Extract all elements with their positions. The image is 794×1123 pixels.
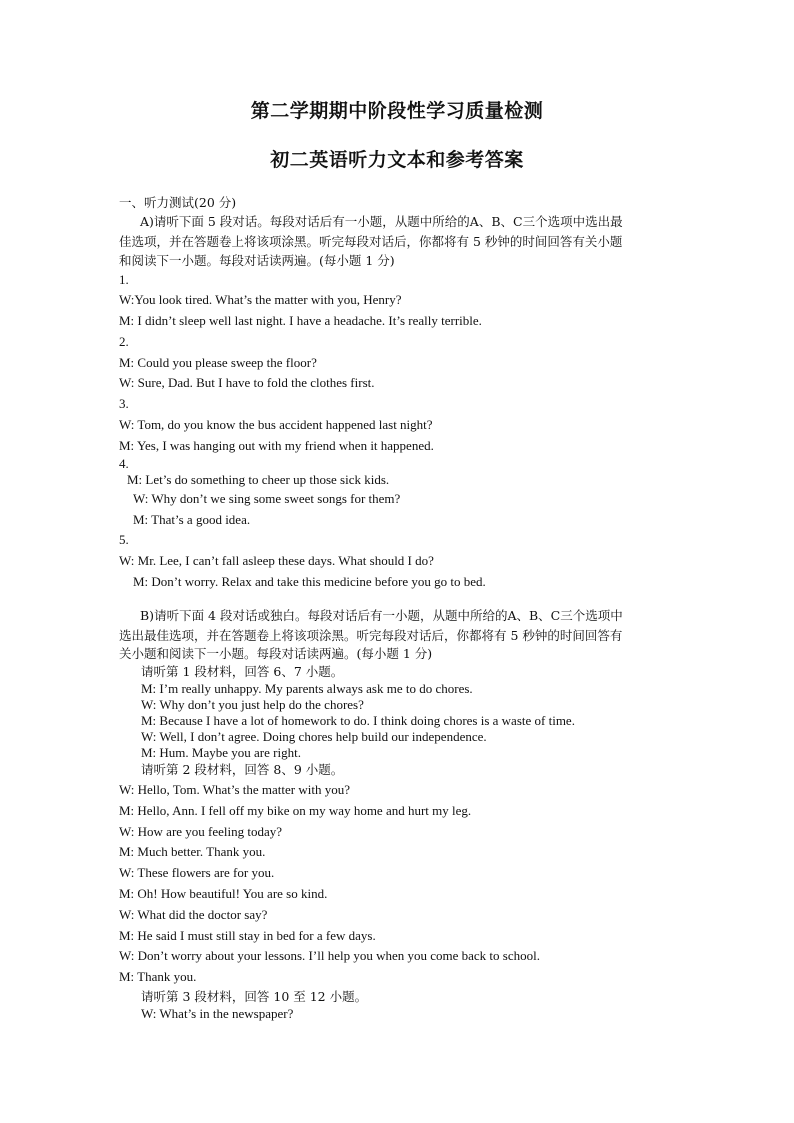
dialogue-line: M: I didn’t sleep well last night. I have a headache. It’s really terrible. xyxy=(119,313,482,328)
dialogue-line: W: What did the doctor say? xyxy=(119,907,268,922)
dialogue-line: M: Yes, I was hanging out with my friend when it happened. xyxy=(119,438,434,453)
dialogue-line: M: Could you please sweep the floor? xyxy=(119,355,317,370)
dialogue-number: 1. xyxy=(119,272,129,287)
material-label: 请听第 2 段材料，回答 8、9 小题。 xyxy=(141,762,344,777)
material-label: 请听第 1 段材料，回答 6、7 小题。 xyxy=(141,664,344,679)
part-a-instruction-line: 和阅读下一小题。每段对话读两遍。(每小题 1 分) xyxy=(119,253,395,268)
section-heading: 一、听力测试(20 分) xyxy=(119,195,237,210)
dialogue-line: M: Don’t worry. Relax and take this medicine before you go to bed. xyxy=(133,574,486,589)
dialogue-line: M: Thank you. xyxy=(119,969,197,984)
dialogue-line: W: Don’t worry about your lessons. I’ll help you when you come back to school. xyxy=(119,948,540,963)
dialogue-line: W: Tom, do you know the bus accident happened last night? xyxy=(119,417,433,432)
dialogue-line: M: That’s a good idea. xyxy=(133,512,251,527)
dialogue-line: M: I’m really unhappy. My parents always ask me to do chores. xyxy=(141,681,473,696)
dialogue-line: W: Well, I don’t agree. Doing chores help build our independence. xyxy=(141,729,487,744)
dialogue-number: 4. xyxy=(119,456,129,471)
dialogue-line: M: Let’s do something to cheer up those sick kids. xyxy=(127,472,390,487)
dialogue-line: M: He said I must still stay in bed for a few days. xyxy=(119,928,376,943)
material-label: 请听第 3 段材料，回答 10 至 12 小题。 xyxy=(141,989,368,1004)
dialogue-line: W: Why don’t we sing some sweet songs for them? xyxy=(133,491,401,506)
part-b-instruction-line: 关小题和阅读下一小题。每段对话读两遍。(每小题 1 分) xyxy=(119,646,433,661)
dialogue-line: W: What’s in the newspaper? xyxy=(141,1006,294,1021)
dialogue-line: M: Oh! How beautiful! You are so kind. xyxy=(119,886,328,901)
dialogue-line: W: Mr. Lee, I can’t fall asleep these days. What should I do? xyxy=(119,553,434,568)
dialogue-line: M: Because I have a lot of homework to do. I think doing chores is a waste of time. xyxy=(141,713,575,728)
dialogue-line: W:You look tired. What’s the matter with you, Henry? xyxy=(119,292,402,307)
document-title: 第二学期期中阶段性学习质量检测 xyxy=(250,100,544,122)
dialogue-line: M: Hello, Ann. I fell off my bike on my way home and hurt my leg. xyxy=(119,803,472,818)
document-subtitle: 初二英语听力文本和参考答案 xyxy=(270,149,524,171)
dialogue-line: M: Hum. Maybe you are right. xyxy=(141,745,301,760)
dialogue-line: W: These flowers are for you. xyxy=(119,865,275,880)
dialogue-number: 2. xyxy=(119,334,129,349)
dialogue-line: W: Why don’t you just help do the chores? xyxy=(141,697,364,712)
part-a-instruction-line: 佳选项，并在答题卷上将该项涂黑。听完每段对话后，你都将有 5 秒钟的时间回答有关小题 xyxy=(119,234,623,249)
part-a-instruction-line: A)请听下面 5 段对话。每段对话后有一小题，从题中所给的A、B、C三个选项中选出最 xyxy=(140,214,623,229)
dialogue-line: W: Hello, Tom. What’s the matter with you? xyxy=(119,782,350,797)
dialogue-number: 5. xyxy=(119,532,129,547)
dialogue-line: W: How are you feeling today? xyxy=(119,824,283,839)
part-b-instruction-line: 选出最佳选项，并在答题卷上将该项涂黑。听完每段对话后，你都将有 5 秒钟的时间回答有 xyxy=(119,628,623,643)
dialogue-line: W: Sure, Dad. But I have to fold the clothes first. xyxy=(119,375,375,390)
dialogue-line: M: Much better. Thank you. xyxy=(119,844,266,859)
dialogue-number: 3. xyxy=(119,396,129,411)
part-b-instruction-line: B)请听下面 4 段对话或独白。每段对话后有一小题，从题中所给的A、B、C三个选项中 xyxy=(140,608,623,623)
